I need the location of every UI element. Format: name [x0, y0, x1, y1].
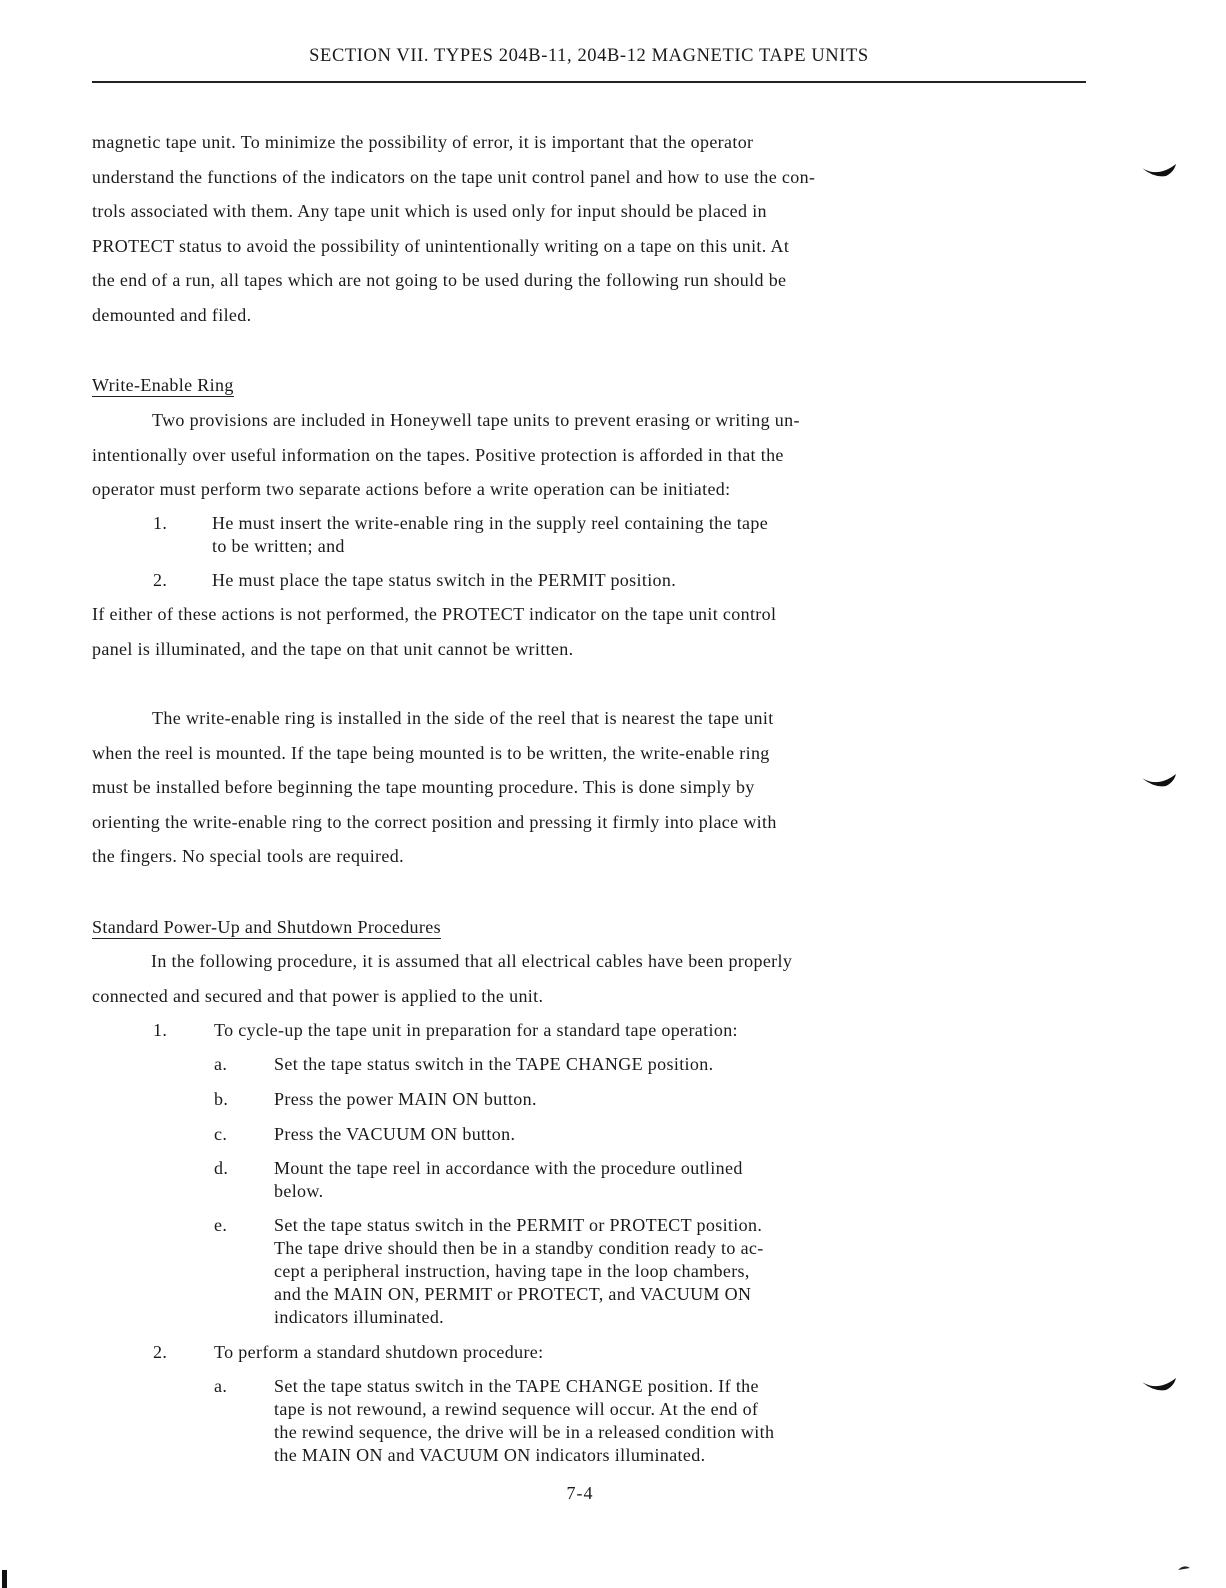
text-line: Set the tape status switch in the TAPE CHANGE position. If the: [274, 1376, 759, 1396]
text-line: Set the tape status switch in the PERMIT or PROTECT position.: [274, 1215, 763, 1235]
procedure-step: [153, 1341, 1033, 1364]
procedure-substep: [214, 1375, 1014, 1467]
text-line: Two provisions are included in Honeywell tape units to prevent erasing or writing un-: [152, 410, 800, 430]
text-line: the fingers. No special tools are required.: [92, 846, 404, 867]
procedure-substep: [214, 1088, 1014, 1111]
text-line: PROTECT status to avoid the possibility of unintentionally writing on a tape on this unit. At: [92, 235, 790, 256]
header-rule: [92, 81, 1086, 83]
text-line: To cycle-up the tape unit in preparation for a standard tape operation:: [214, 1020, 738, 1040]
text-line: and the MAIN ON, PERMIT or PROTECT, and VACUUM ON: [274, 1284, 752, 1304]
text-line: If either of these actions is not performed, the PROTECT indicator on the tape unit control: [92, 604, 777, 624]
scan-mark-icon: [1140, 772, 1180, 792]
text-line: The write-enable ring is installed in the side of the reel that is nearest the tape unit: [152, 708, 774, 728]
step-number: 1.: [153, 1020, 168, 1040]
section-heading-power-procedures: Standard Power-Up and Shutdown Procedures: [92, 917, 441, 937]
text-line: Press the power MAIN ON button.: [274, 1089, 537, 1109]
power-paragraph-1: [92, 950, 1072, 1019]
text-line: trols associated with them. Any tape unit which is used only for input should be placed in: [92, 201, 767, 222]
text-line: tape is not rewound, a rewind sequence will occur. At the end of: [274, 1399, 759, 1419]
procedure-substep: [214, 1123, 1014, 1146]
substep-letter: d.: [214, 1158, 229, 1178]
text-line: the rewind sequence, the drive will be in a released condition with: [274, 1422, 775, 1442]
write-enable-paragraph-1: [92, 409, 1072, 513]
step-number: 2.: [153, 1342, 168, 1362]
text-line: Press the VACUUM ON button.: [274, 1124, 516, 1144]
text-line: operator must perform two separate actions before a write operation can be initiated:: [92, 479, 731, 500]
procedure-substep: [214, 1053, 1014, 1076]
text-line: understand the functions of the indicators on the tape unit control panel and how to use the con-: [92, 166, 816, 187]
text-line: The tape drive should then be in a standby condition ready to ac-: [274, 1238, 764, 1258]
intro-paragraph: [92, 131, 1072, 339]
text-line: magnetic tape unit. To minimize the possibility of error, it is important that the operator: [92, 132, 754, 152]
text-line: He must place the tape status switch in the PERMIT position.: [212, 570, 677, 590]
text-line: demounted and filed.: [92, 304, 252, 325]
section-heading-write-enable: Write-Enable Ring: [92, 375, 234, 395]
write-enable-paragraph-3: [92, 707, 1072, 880]
page-number: 7-4: [566, 1483, 594, 1503]
list-item: [153, 512, 1013, 558]
text-line: In the following procedure, it is assumed that all electrical cables have been properly: [151, 951, 793, 971]
substep-letter: a.: [214, 1376, 228, 1396]
list-number: 2.: [153, 570, 168, 590]
list-number: 1.: [153, 513, 168, 533]
text-line: to be written; and: [212, 536, 345, 556]
text-line: cept a peripheral instruction, having tape in the loop chambers,: [274, 1261, 750, 1281]
substep-letter: e.: [214, 1215, 228, 1235]
scan-mark-icon: [1176, 1562, 1192, 1574]
list-item: [153, 569, 1013, 592]
procedure-substep: [214, 1157, 1014, 1203]
text-line: indicators illuminated.: [274, 1307, 445, 1327]
page-header: SECTION VII. TYPES 204B-11, 204B-12 MAGNETIC TAPE UNITS: [309, 46, 869, 66]
text-line: below.: [274, 1181, 324, 1201]
text-line: when the reel is mounted. If the tape being mounted is to be written, the write-enable ring: [92, 742, 770, 763]
text-line: panel is illuminated, and the tape on that unit cannot be written.: [92, 638, 574, 659]
text-line: intentionally over useful information on the tapes. Positive protection is afforded in that the: [92, 444, 784, 465]
scan-mark-icon: [1140, 162, 1180, 182]
write-enable-paragraph-2: [92, 603, 1072, 672]
text-line: the end of a run, all tapes which are not going to be used during the following run should be: [92, 270, 787, 291]
text-line: orienting the write-enable ring to the correct position and pressing it firmly into place with: [92, 811, 777, 832]
scan-edge-mark-icon: [0, 1566, 12, 1588]
substep-letter: b.: [214, 1089, 229, 1109]
substep-letter: c.: [214, 1124, 228, 1144]
text-line: To perform a standard shutdown procedure:: [214, 1342, 544, 1362]
text-line: connected and secured and that power is applied to the unit.: [92, 985, 544, 1006]
procedure-step: [153, 1019, 1033, 1042]
scan-mark-icon: [1140, 1376, 1180, 1396]
procedure-substep: [214, 1214, 1014, 1329]
text-line: Mount the tape reel in accordance with the procedure outlined: [274, 1158, 743, 1178]
text-line: the MAIN ON and VACUUM ON indicators illuminated.: [274, 1445, 706, 1465]
text-line: must be installed before beginning the tape mounting procedure. This is done simply by: [92, 777, 755, 798]
text-line: He must insert the write-enable ring in the supply reel containing the tape: [212, 513, 769, 533]
text-line: Set the tape status switch in the TAPE CHANGE position.: [274, 1054, 714, 1074]
substep-letter: a.: [214, 1054, 228, 1074]
